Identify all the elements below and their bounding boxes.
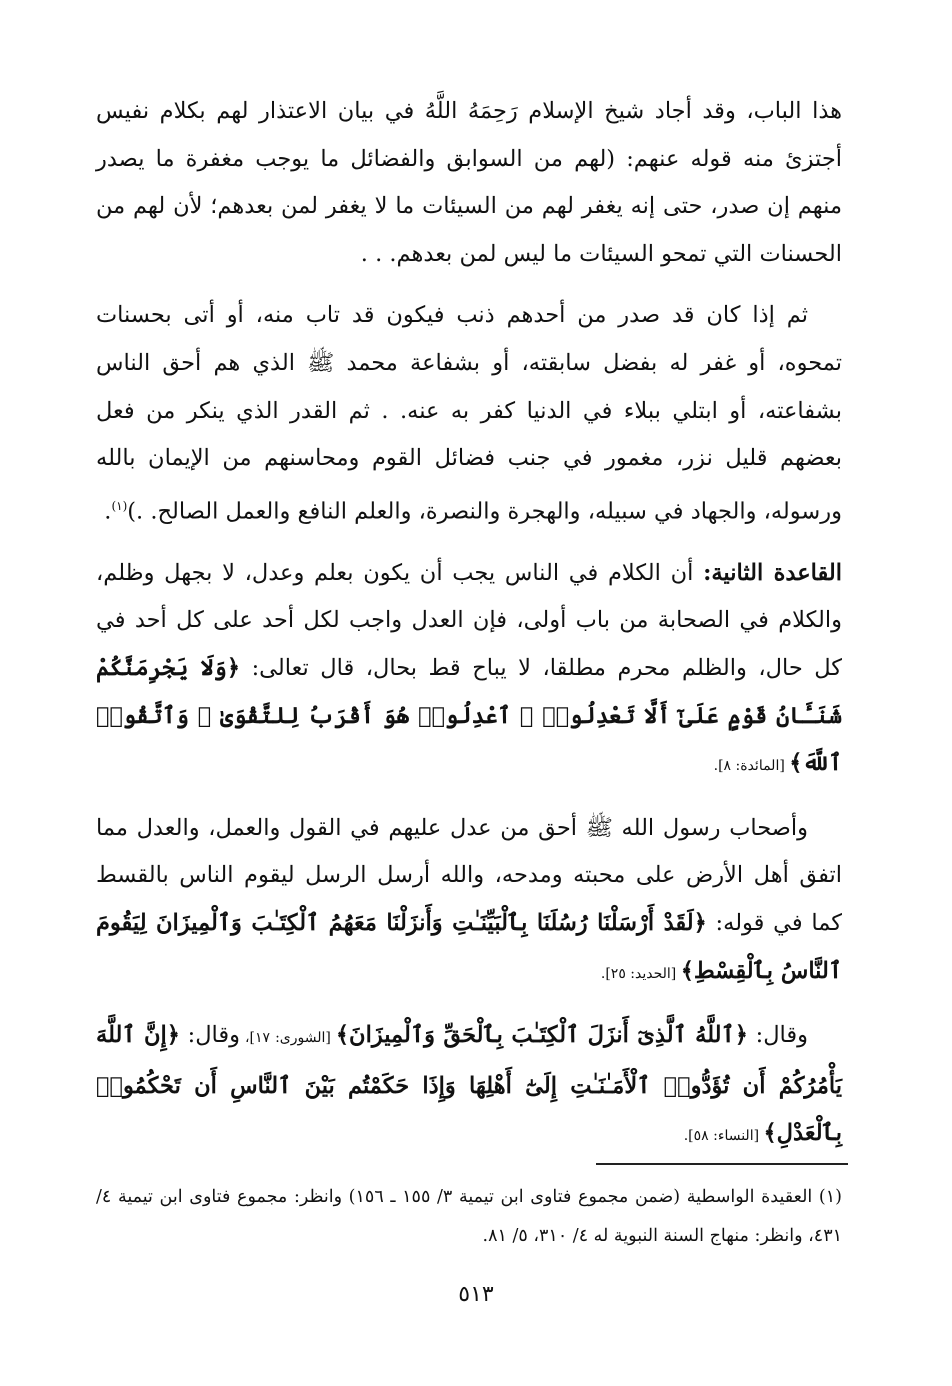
paragraph-4-text: وأصحاب رسول الله ﷺ أحق من عدل عليهم في القول والعمل، والعدل مما اتفق أهل الأرض على محبته ومدحه، والله أرسل الرسل ليقوم الناس بالقسط كما في قوله:: [96, 814, 842, 936]
quran-verse: ﴿وَلَا يَجْرِمَنَّكُمْ شَنَـَٔانُ قَوْمٍ عَلَىٰٓ أَلَّا تَعْدِلُوا۟ ۚ ٱعْدِلُوا۟ هُوَ أَقْرَبُ لِلتَّقْوَىٰ ۖ وَٱتَّقُوا۟ ٱللَّهَ﴾: [96, 655, 842, 777]
paragraph-1: [96, 88, 842, 278]
paragraph-4: [96, 805, 842, 998]
footnote-1: (١) العقيدة الواسطية (ضمن مجموع فتاوى ابن تيمية ٣/ ١٥٥ ـ ١٥٦) وانظر: مجموع فتاوى ابن تيمية ٤/ ٤٣١، وانظر: منهاج السنة النبوية له ٤/ ٣١٠، ٥/ ٨١.: [96, 1187, 842, 1246]
paragraph-3-text: أن الكلام في الناس يجب أن يكون بعلم وعدل، لا بجهل وظلم، والكلام في الصحابة من باب أولى، فإن العدل واجب لكل أحد على كل أحد في كل حال، والظلم محرم مطلقا، لا يباح قط بحال، قال تعالى:: [96, 559, 843, 682]
verse-reference: [الشورى: ١٧]،: [240, 1030, 336, 1047]
paragraph-5-text-2: وقال:: [179, 1022, 241, 1049]
quran-verse: ﴿ٱللَّهُ ٱلَّذِىٓ أَنزَلَ ٱلْكِتَـٰبَ بِٱلْحَقِّ وَٱلْمِيزَانَ﴾: [335, 1022, 748, 1049]
page-number: ٥١٣: [458, 1282, 494, 1307]
quran-verse: ﴿لَقَدْ أَرْسَلْنَا رُسُلَنَا بِٱلْبَيِّنَـٰتِ وَأَنزَلْنَا مَعَهُمُ ٱلْكِتَـٰبَ وَٱلْمِيزَانَ لِيَقُومَ ٱلنَّاسُ بِٱلْقِسْطِ﴾: [96, 910, 842, 984]
paragraph-5: [96, 1012, 842, 1161]
footnotes: [96, 1178, 842, 1256]
verse-reference: [الحديد: ٢٥].: [600, 965, 681, 982]
verse-reference: [النساء: ٥٨].: [683, 1128, 764, 1145]
paragraph-1-text: هذا الباب، وقد أجاد شيخ الإسلام رَحِمَهُ اللَّهُ في بيان الاعتذار لهم بكلام نفيس أجتزئ منه قوله عنهم: (لهم من السوابق والفضائل ما يوجب مغفرة ما يصدر منهم إن صدر، حتى إنه يغفر لهم من السيئات ما لا يغفر لمن بعدهم؛ لأن لهم من الحسنات التي تمحو السيئات ما ليس لمن بعدهم. . .: [96, 98, 842, 267]
main-text: [96, 88, 842, 1175]
footnote-marker: (١): [111, 498, 128, 513]
paragraph-2-text: ثم إذا كان قد صدر من أحدهم ذنب فيكون قد تاب منه، أو أتى بحسنات تمحوه، أو غفر له بفضل سابقته، أو بشفاعة محمد ﷺ الذي هم أحق الناس بشفاعته، أو ابتلي ببلاء في الدنيا كفر به عنه. . ثم القدر الذي ينكر من فعل بعضهم قليل نزر، مغمور في جنب فضائل القوم ومحاسنهم من الإيمان بالله ورسوله، والجهاد في سبيله، والهجرة والنصرة، والعلم النافع والعمل الصالح. .): [96, 302, 842, 525]
paragraph-3: [96, 550, 842, 791]
footnote-divider: [596, 1163, 848, 1165]
section-heading: القاعدة الثانية:: [703, 559, 842, 586]
verse-reference: [المائدة: ٨].: [713, 758, 790, 775]
paragraph-5-text: وقال:: [747, 1022, 809, 1049]
quran-verse: ﴿إِنَّ ٱللَّهَ يَأْمُرُكُمْ أَن تُؤَدُّوا۟ ٱلْأَمَـٰنَـٰتِ إِلَىٰٓ أَهْلِهَا وَإِذَا حَكَمْتُم بَيْنَ ٱلنَّاسِ أَن تَحْكُمُوا۟ بِٱلْعَدْلِ﴾: [96, 1022, 842, 1147]
paragraph-2: ثم إذا كان قد صدر من أحدهم ذنب فيكون قد تاب منه، أو أتى بحسنات تمحوه، أو غفر له بفضل سابقته، أو بشفاعة محمد ﷺ الذي هم أحق الناس بشفاعته، أو ابتلي ببلاء في الدنيا كفر به عنه. . ثم القدر الذي ينكر من فعل بعضهم قليل نزر، مغمور في جنب فضائل القوم ومحاسنهم من الإيمان بالله ورسوله، والجهاد في سبيله، والهجرة والنصرة، والعلم النافع والعمل الصالح. .)$^{(١)}$.: [96, 302, 842, 525]
